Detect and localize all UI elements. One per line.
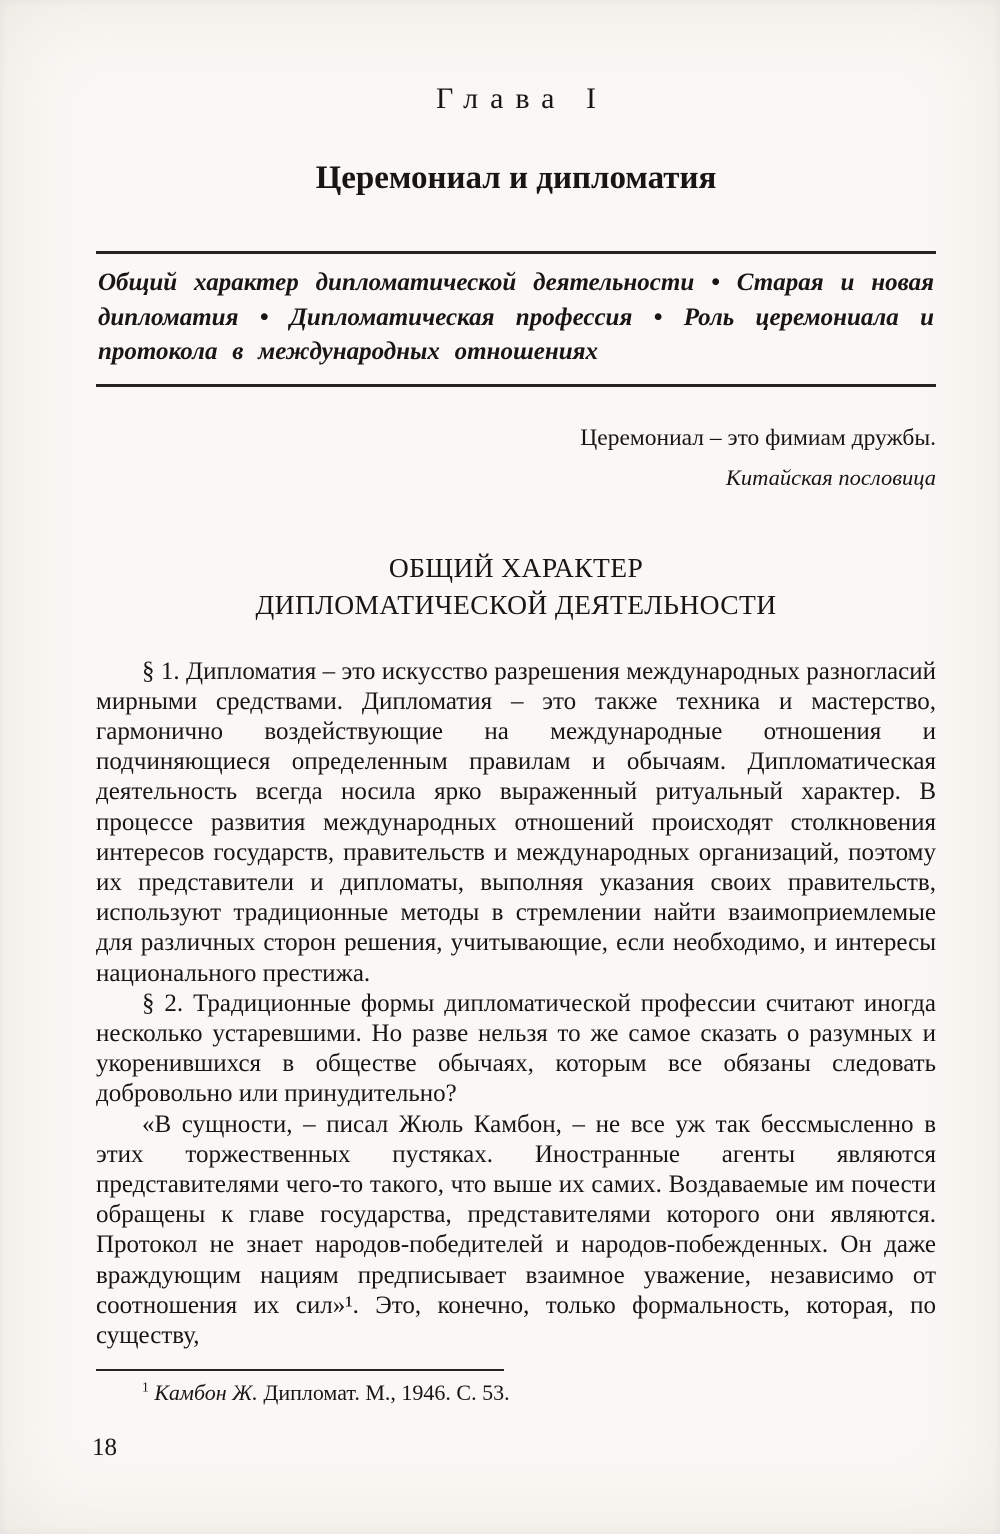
paragraph-3: «В сущности, – писал Жюль Камбон, – не все уж так бессмысленно в этих торжественных пустяках. Иностранные агенты являются представителями чего-то такого, что выше их самих. Воздаваемые им почести обращены к главе государства, представителями которого они являются. Протокол не знает народов-победителей и народов-побежденных. Он даже враждующим нациям предписывает взаимное уважение, независимо от соотношения их сил»¹. Это, конечно, только формальность, которая, по существу, bbox=[96, 1110, 936, 1349]
body-text bbox=[96, 657, 936, 1352]
footnote-text: Дипломат. М., 1946. С. 53. bbox=[263, 1380, 510, 1406]
page-number: 18 bbox=[92, 1434, 117, 1461]
footnote-author: Камбон Ж. bbox=[154, 1380, 258, 1406]
footnote-rule bbox=[96, 1369, 504, 1371]
paragraph-1: § 1. Дипломатия – это искусство разрешения международных разногласий мирными средствами. Дипломатия – это также техника и мастерство, гармонично воздействующие на международные отношения и подчиняющиеся определенным правилам и обычаям. Дипломатическая деятельность всегда носила ярко выраженный ритуальный характер. В процессе развития международных отношений происходят столкновения интересов государств, правительств и международных организаций, поэтому их представители и дипломаты, выполняя указания своих правительств, используют традиционные методы в стремлении найти взаимоприемлемые для различных сторон решения, учитывающие, если необходимо, и интересы национального престижа. bbox=[96, 657, 936, 987]
footnote-marker: 1 bbox=[142, 1379, 149, 1395]
footnote-block bbox=[96, 1369, 936, 1406]
section-heading-line2: ДИПЛОМАТИЧЕСКОЙ ДЕЯТЕЛЬНОСТИ bbox=[255, 588, 777, 620]
epigraph-text: Церемониал – это фимиам дружбы. bbox=[580, 424, 936, 451]
epigraph bbox=[96, 425, 936, 491]
epigraph-attribution: Китайская пословица bbox=[725, 464, 936, 490]
chapter-label: Глава I bbox=[436, 82, 608, 115]
chapter-summary bbox=[96, 251, 936, 387]
section-heading-line1: ОБЩИЙ ХАРАКТЕР bbox=[388, 551, 644, 583]
footnote bbox=[96, 1380, 936, 1406]
chapter-title: Церемониал и дипломатия bbox=[315, 160, 717, 196]
chapter-summary-text: Общий характер дипломатической деятельности • Старая и новая дипломатия • Дипломатическая профессия • Роль церемониала и протокола в международных отношениях bbox=[98, 269, 934, 365]
section-heading bbox=[96, 549, 936, 623]
paragraph-2: § 2. Традиционные формы дипломатической профессии считают иногда несколько устаревшими. Но разве нельзя то же самое сказать о разумных и укоренившихся в обществе обычаях, которым все обязаны следовать добровольно или принудительно? bbox=[96, 989, 936, 1108]
